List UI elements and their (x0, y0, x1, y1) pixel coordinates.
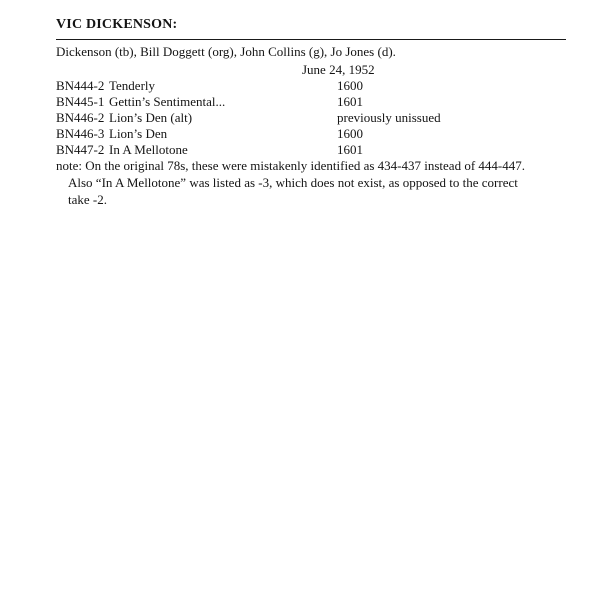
issue-number: 1601 (337, 94, 363, 109)
matrix-number: BN445-1 (56, 94, 105, 109)
track-title: Gettin’s Sentimental... (109, 94, 226, 109)
track-row (56, 78, 566, 94)
track-row (56, 94, 566, 110)
session-date: June 24, 1952 (302, 62, 375, 77)
track-title: Tenderly (109, 78, 156, 93)
issue-number: 1600 (337, 126, 363, 141)
discography-note (56, 157, 556, 208)
artist-heading: VIC DICKENSON: (56, 17, 178, 32)
session-personnel: Dickenson (tb), Bill Doggett (org), John Collins (g), Jo Jones (d). (56, 44, 396, 59)
note-line: take -2. (68, 192, 107, 207)
issue-number: 1600 (337, 78, 363, 93)
note-line: note: On the original 78s, these were mistakenly identified as 434-437 instead of 444-447. (56, 158, 525, 173)
issue-number: previously unissued (337, 110, 441, 125)
track-row (56, 110, 566, 126)
heading-rule (56, 39, 566, 40)
track-list (56, 78, 566, 158)
track-row (56, 126, 566, 142)
note-line: Also “In A Mellotone” was listed as -3, which does not exist, as opposed to the correct (68, 175, 518, 190)
matrix-number: BN444-2 (56, 78, 105, 93)
issue-number: 1601 (337, 142, 363, 157)
track-title: In A Mellotone (109, 142, 188, 157)
track-row (56, 142, 566, 158)
track-title: Lion’s Den (alt) (109, 110, 193, 125)
track-title: Lion’s Den (109, 126, 168, 141)
matrix-number: BN446-3 (56, 126, 105, 141)
matrix-number: BN447-2 (56, 142, 105, 157)
matrix-number: BN446-2 (56, 110, 105, 125)
